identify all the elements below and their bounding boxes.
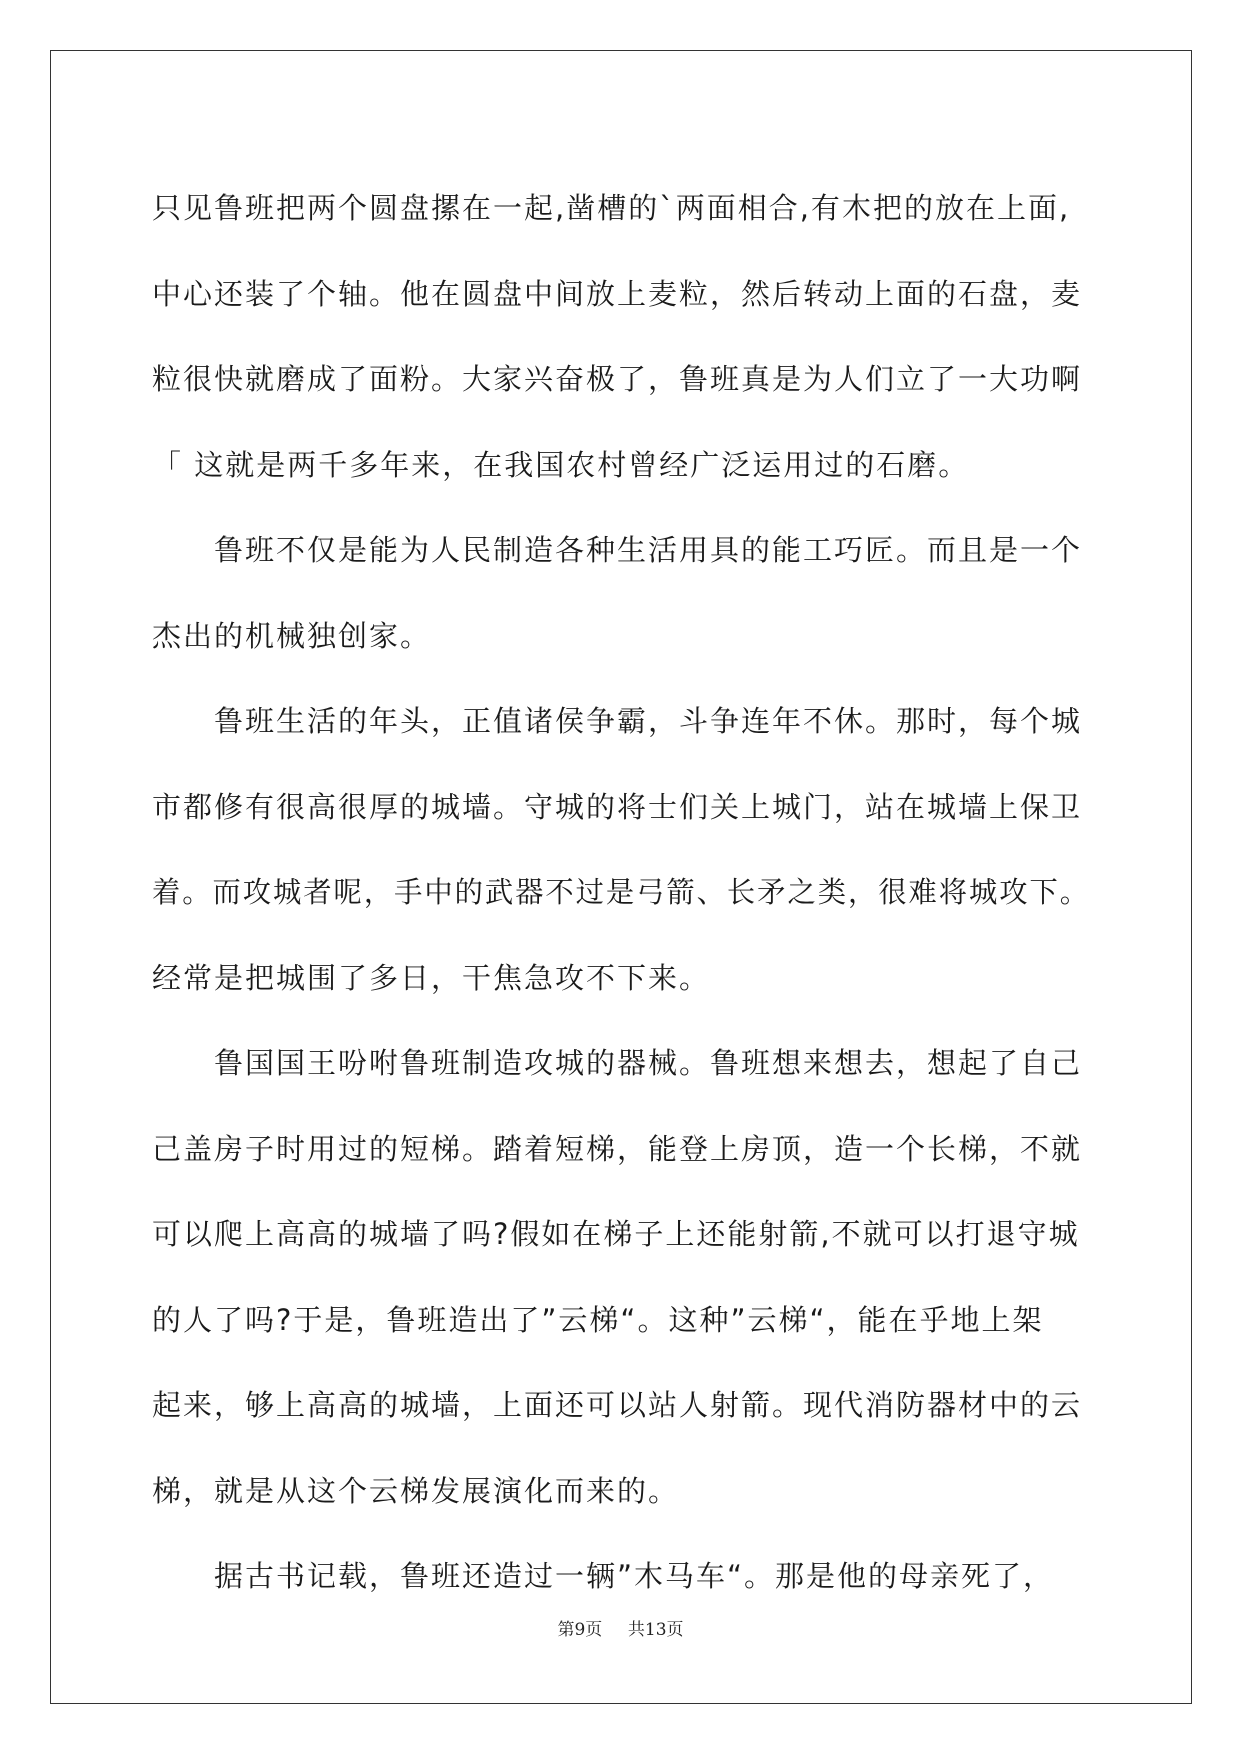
text-line: 「 这就是两千多年来，在我国农村曾经广泛运用过的石磨。 [152, 447, 970, 482]
paragraph-start-line: 鲁班生活的年头，正值诸侯争霸，斗争连年不休。那时，每个城 [214, 704, 1083, 738]
page-footer [0, 1615, 1241, 1640]
paragraph-start-line: 鲁班不仅是能为人民制造各种生活用具的能工巧匠。而且是一个 [214, 533, 1083, 567]
text-line: 梯，就是从这个云梯发展演化而来的。 [152, 1473, 680, 1508]
text-line: 起来，够上高高的城墙，上面还可以站人射箭。现代消防器材中的云 [152, 1388, 1083, 1422]
text-line: 己盖房子时用过的短梯。踏着短梯，能登上房顶，造一个长梯，不就 [152, 1131, 1083, 1166]
text-line: 杰出的机械独创家。 [152, 618, 432, 653]
text-line: 市都修有很高很厚的城墙。守城的将士们关上城门，站在城墙上保卫 [152, 789, 1083, 824]
text-line: 可以爬上高高的城墙了吗?假如在梯子上还能射箭,不就可以打退守城 [152, 1217, 1080, 1251]
text-line: 着。而攻城者呢，手中的武器不过是弓箭、长矛之类，很难将城攻下。 [152, 875, 1091, 909]
text-line: 粒很快就磨成了面粉。大家兴奋极了，鲁班真是为人们立了一大功啊 [152, 362, 1083, 396]
paragraph-start-line: 据古书记载，鲁班还造过一辆”木马车“。那是他的母亲死了， [214, 1559, 1055, 1593]
text-line: 只见鲁班把两个圆盘摞在一起,凿槽的`两面相合,有木把的放在上面, [152, 191, 1071, 225]
text-line: 的人了吗?于是，鲁班造出了”云梯“。这种”云梯“，能在乎地上架 [152, 1302, 1044, 1337]
text-line: 经常是把城围了多日，干焦急攻不下来。 [152, 960, 711, 995]
page-number: 第9页 [557, 1620, 603, 1640]
total-pages: 共13页 [627, 1620, 684, 1640]
text-line: 中心还装了个轴。他在圆盘中间放上麦粒，然后转动上面的石盘，麦 [152, 276, 1083, 311]
paragraph-start-line: 鲁国国王吩咐鲁班制造攻城的器械。鲁班想来想去，想起了自己 [214, 1046, 1083, 1080]
document-body [152, 166, 1090, 1620]
